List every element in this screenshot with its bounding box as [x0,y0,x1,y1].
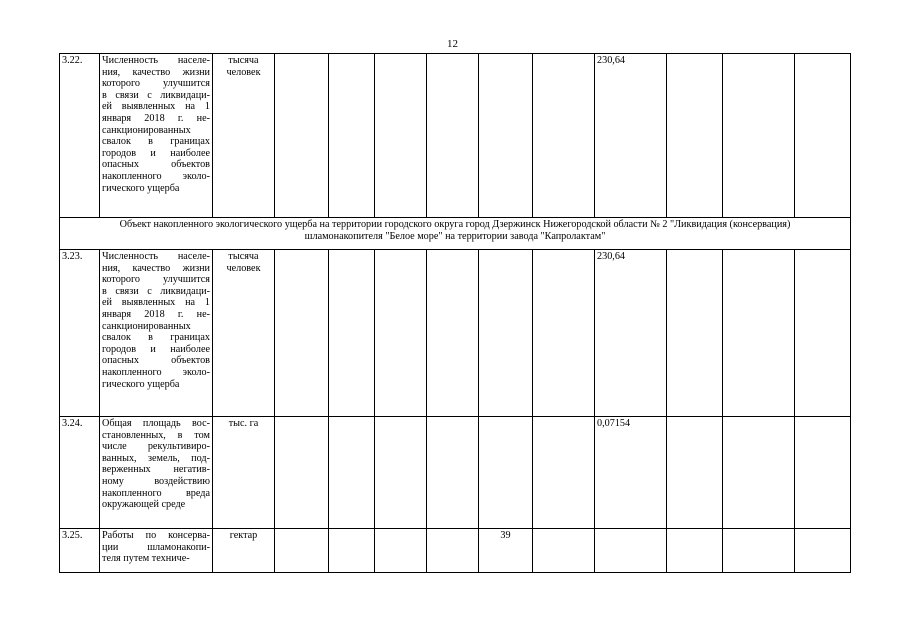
row-number: 3.23. [60,250,100,417]
cell [479,417,533,529]
cell [329,250,375,417]
row-value: 0,07154 [595,417,667,529]
row-value: 230,64 [595,250,667,417]
cell [275,417,329,529]
section-header-row [60,218,851,250]
table-row [60,250,851,417]
row-unit: тыс. га [213,417,275,529]
cell [329,417,375,529]
cell [375,417,427,529]
row-value: 230,64 [595,54,667,218]
cell [479,250,533,417]
cell [533,54,595,218]
cell [427,529,479,573]
cell [275,250,329,417]
cell [795,54,851,218]
cell [667,54,723,218]
cell [375,54,427,218]
section-header: Объект накопленного экологического ущерба на территории городского округа город Дзержинск Нижегородской области № 2 "Ликвидация (консервация) шламонакопителя "Белое море" на территории завода "Капролактам" [60,218,851,250]
cell [723,250,795,417]
row-number: 3.22. [60,54,100,218]
cell [427,417,479,529]
cell [375,529,427,573]
row-unit: тысяча человек [213,250,275,417]
cell [533,417,595,529]
cell [275,529,329,573]
cell [427,54,479,218]
cell [667,250,723,417]
row-name: Общая площадь вос- становленных, в том числе рекультивиро- ванных, земель, под- верженных негатив- ному воздействию накопленного вреда окружающей среде [100,417,213,529]
table-row [60,529,851,573]
cell [275,54,329,218]
row-name: Работы по консерва- ции шламонакопи- теля путем техниче- [100,529,213,573]
cell [795,250,851,417]
cell [329,529,375,573]
indicator-table [59,53,851,573]
table-row [60,54,851,218]
row-number: 3.25. [60,529,100,573]
cell [723,417,795,529]
row-value: 39 [479,529,533,573]
cell [329,54,375,218]
row-unit: тысяча человек [213,54,275,218]
cell [795,417,851,529]
cell [667,529,723,573]
cell [479,54,533,218]
cell [723,529,795,573]
row-name: Численность населе- ния, качество жизни которого улучшится в связи с ликвидаци- ей выявленных на 1 января 2018 г. не- санкционированных свалок в границах городов и наиболее опасных объектов накопленного эколо- гического ущерба [100,250,213,417]
table-row [60,417,851,529]
row-unit: гектар [213,529,275,573]
cell [533,250,595,417]
cell [723,54,795,218]
row-name: Численность населе- ния, качество жизни которого улучшится в связи с ликвидаци- ей выявленных на 1 января 2018 г. не- санкционированных свалок в границах городов и наиболее опасных объектов накопленного эколо- гического ущерба [100,54,213,218]
page-number: 12 [447,38,458,50]
cell [595,529,667,573]
cell [667,417,723,529]
cell [427,250,479,417]
cell [375,250,427,417]
row-number: 3.24. [60,417,100,529]
cell [795,529,851,573]
cell [533,529,595,573]
